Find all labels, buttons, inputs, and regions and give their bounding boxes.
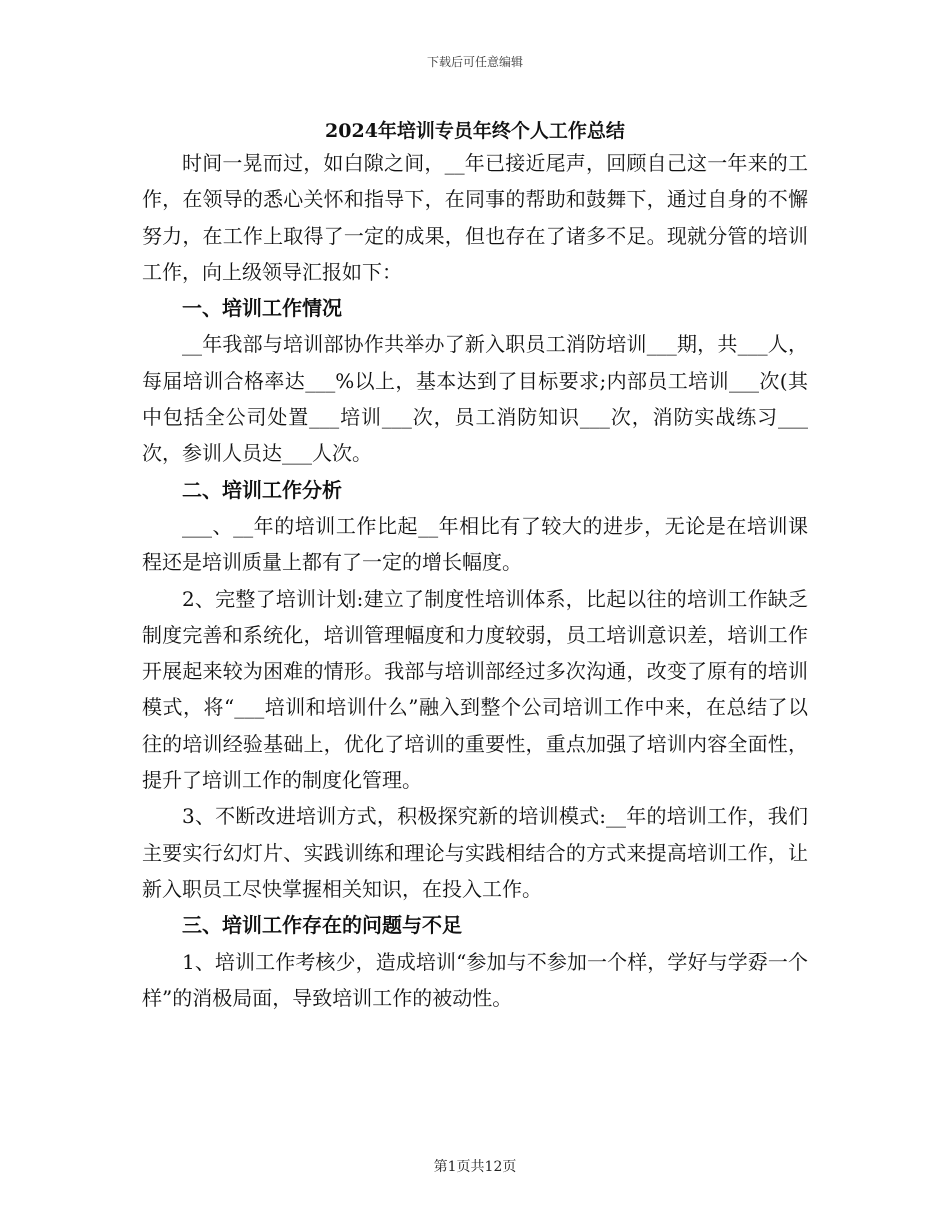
body-paragraph: __年我部与培训部协作共举办了新入职员工消防培训___期，共___人，每届培训合格率达___%以上，基本达到了目标要求;内部员工培训___次(其中包括全公司处置___培训___次，员工消防知识___次，消防实战练习___次，参训人员达___人次。 <box>142 332 808 466</box>
body-paragraph: ___、__年的培训工作比起__年相比有了较大的进步，无论是在培训课程还是培训质量上都有了一定的增长幅度。 <box>142 513 808 575</box>
document-body <box>142 145 808 1016</box>
body-paragraph: 3、不断改进培训方式，积极探究新的培训模式:__年的培训工作，我们主要实行幻灯片、实践训练和理论与实践相结合的方式来提高培训工作，让新入职员工尽快掌握相关知识，在投入工作。 <box>142 804 808 901</box>
section-heading: 二、培训工作分析 <box>182 477 342 502</box>
intro-paragraph: 时间一晃而过，如白隙之间，__年已接近尾声，回顾自己这一年来的工作，在领导的悉心关怀和指导下，在同事的帮助和鼓舞下，通过自身的不懈努力，在工作上取得了一定的成果，但也存在了诸多不足。现就分管的培训工作，向上级领导汇报如下： <box>142 151 808 284</box>
body-paragraph: 2、完整了培训计划:建立了制度性培训体系，比起以往的培训工作缺乏制度完善和系统化，培训管理幅度和力度较弱，员工培训意识差，培训工作开展起来较为困难的情形。我部与培训部经过多次沟通，改变了原有的培训模式，将“___培训和培训什么”融入到整个公司培训工作中来，在总结了以往的培训经验基础上，优化了培训的重要性，重点加强了培训内容全面性，提升了培训工作的制度化管理。 <box>142 586 808 793</box>
page-footer: 第1页共12页 <box>433 1159 517 1175</box>
body-paragraph: 1、培训工作考核少，造成培训“参加与不参加一个样，学好与学孬一个样”的消极局面，导致培训工作的被动性。 <box>142 949 808 1010</box>
section-heading: 一、培训工作情况 <box>182 296 342 321</box>
section-heading: 三、培训工作存在的问题与不足 <box>182 913 462 938</box>
document-title: 2024年培训专员年终个人工作总结 <box>325 120 625 142</box>
page-header: 下载后可任意编辑 <box>426 55 523 69</box>
